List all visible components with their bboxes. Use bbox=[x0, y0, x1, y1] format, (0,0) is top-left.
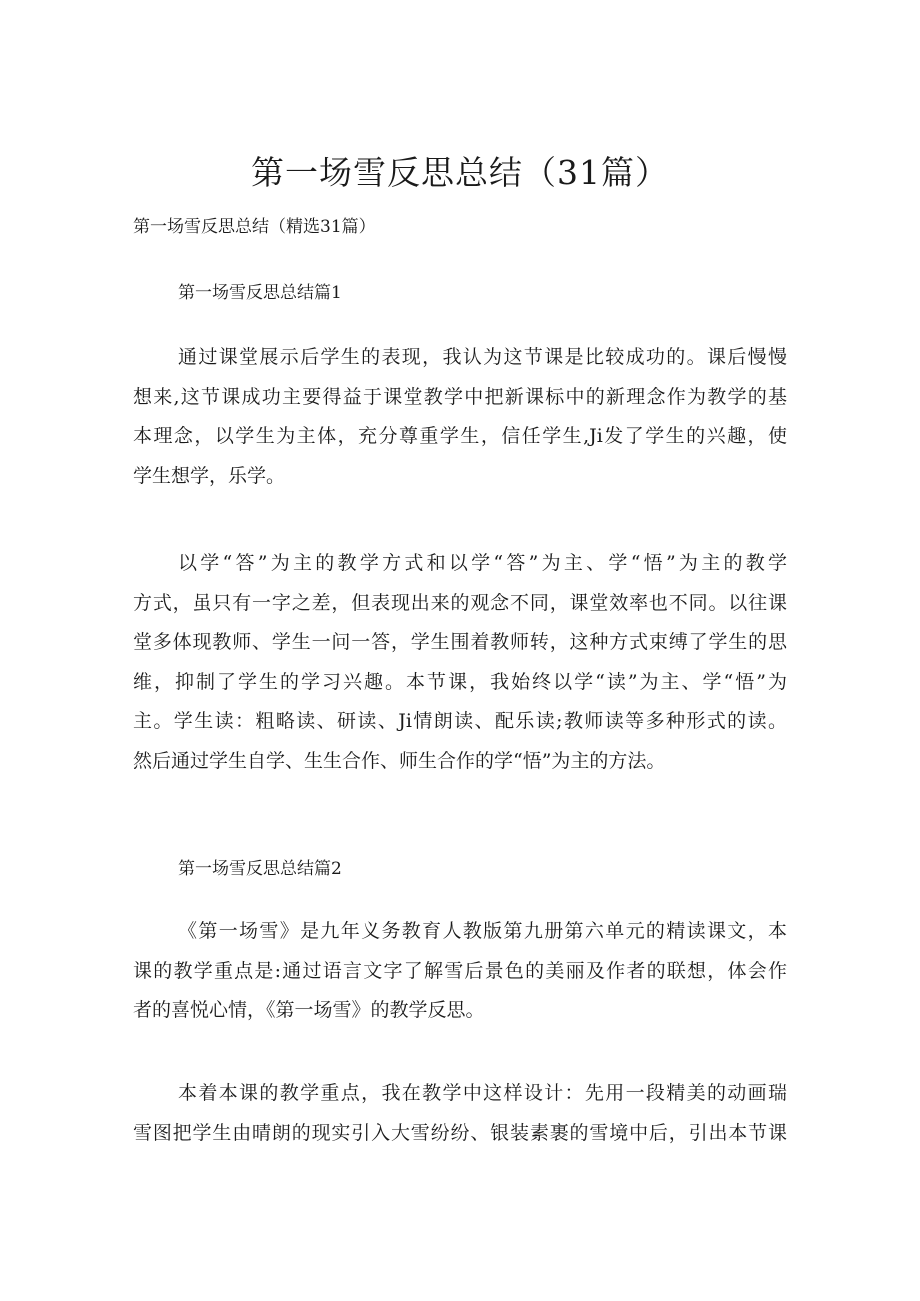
paragraph-line: 学生想学，乐学。 bbox=[133, 464, 286, 487]
paragraph-line: 者的喜悦心情，《第一场雪》的教学反思。 bbox=[133, 999, 485, 1022]
section-heading-1: 第一场雪反思总结篇1 bbox=[178, 283, 342, 303]
paragraph-line: 《第一场雪》是九年义务教育人教版第九册第六单元的精读课文，本 bbox=[178, 920, 787, 942]
section-heading-2: 第一场雪反思总结篇2 bbox=[178, 859, 342, 879]
paragraph-line: 堂多体现教师、学生一问一答，学生围着教师转，这种方式束缚了学生的思 bbox=[133, 631, 787, 654]
document-subtitle: 第一场雪反思总结（精选31篇） bbox=[133, 217, 376, 237]
paragraph-line: 想来,这节课成功主要得益于课堂教学中把新课标中的新理念作为教学的基 bbox=[133, 385, 787, 408]
paragraph-1-2 bbox=[133, 544, 787, 782]
paragraph-line: 以学“答”为主的教学方式和以学“答”为主、学“悟”为主的教学 bbox=[178, 552, 787, 574]
paragraph-line: 通过课堂展示后学生的表现，我认为这节课是比较成功的。课后慢慢 bbox=[178, 346, 787, 368]
paragraph-line: 课的教学重点是:通过语言文字了解雪后景色的美丽及作者的联想，体会作 bbox=[133, 959, 787, 982]
paragraph-line: 然后通过学生自学、生生合作、师生合作的学“悟”为主的方法。 bbox=[133, 749, 666, 772]
paragraph-line: 本理念，以学生为主体，充分尊重学生，信任学生,Ji发了学生的兴趣，使 bbox=[133, 425, 787, 448]
paragraph-line: 雪图把学生由晴朗的现实引入大雪纷纷、银装素裹的雪境中后，引出本节课 bbox=[133, 1121, 787, 1144]
paragraph-1-1 bbox=[133, 338, 787, 496]
paragraph-line: 维，抑制了学生的学习兴趣。本节课，我始终以学“读”为主、学“悟”为 bbox=[133, 670, 787, 693]
paragraph-line: 本着本课的教学重点，我在教学中这样设计：先用一段精美的动画瑞 bbox=[178, 1082, 787, 1104]
paragraph-line: 主。学生读：粗略读、研读、Ji情朗读、配乐读;教师读等多种形式的读。 bbox=[133, 710, 787, 733]
document-title: 第一场雪反思总结（31篇） bbox=[251, 153, 669, 192]
paragraph-2-2 bbox=[133, 1074, 787, 1153]
paragraph-line: 方式，虽只有一字之差，但表现出来的观念不同，课堂效率也不同。以往课 bbox=[133, 591, 787, 614]
paragraph-2-1 bbox=[133, 912, 787, 1031]
